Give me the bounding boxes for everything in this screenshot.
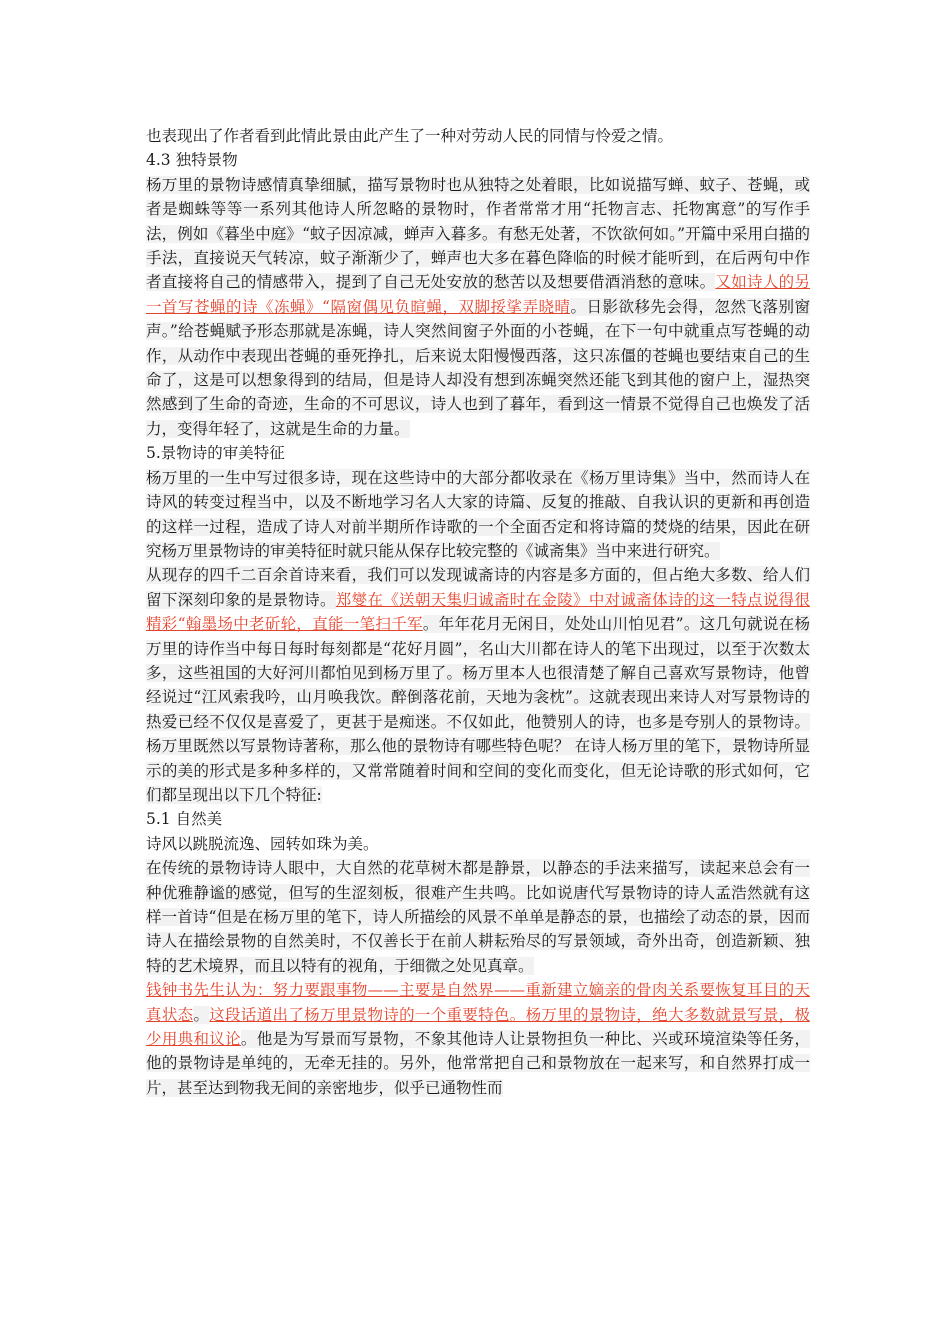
text-run: 。 [193, 1005, 210, 1024]
para-traditional [146, 856, 810, 978]
text-run: 诗风以跳脱流逸、园转如珠为美。 [146, 834, 379, 853]
highlighted-run: 郑燮在《送朝天集归诚斋时在金陵》中对诚斋体诗的这一特点说得很精彩“翰墨场中老斫轮，直能一笔扫千军 [146, 590, 810, 634]
text-run: 。日影欲移先会得，忽然飞落别窗声。”给苍蝇赋予形态那就是冻蝇，诗人突然间窗子外面的小苍蝇，在下一句中就重点写苍蝇的动作，从动作中表现出苍蝇的垂死挣扎，后来说太阳慢慢西落，这只冻僵的苍蝇也要结束自己的生命了，这是可以想象得到的结局，但是诗人却没有想到冻蝇突然还能飞到其他的窗户上，湿热突然感到了生命的奇迹，生命的不可思议，诗人也到了暮年，看到这一情景不觉得自己也焕发了活力，变得年轻了，这就是生命的力量。 [146, 297, 810, 438]
para-poem-collection [146, 466, 810, 564]
highlighted-run: 钱钟书先生认为：努力要跟事物——主要是自然界——重新建立嫡亲的骨肉关系要恢复耳目的天真状态 [146, 981, 810, 1024]
text-run: 杨万里的景物诗感情真挚细腻，描写景物时也从独特之处着眼，比如说描写蝉、蚊子、苍蝇，或者是蜘蛛等等一系列其他诗人所忽略的景物时，作者常常才用“托物言志、托物寓意”的写作手法，例如《暮坐中庭》“蚊子因凉减，蝉声入暮多。有愁无处著，不饮欲何如。”开篇中采用白描的手法，直接说天气转凉，蚊子渐渐少了，蝉声也大多在暮色降临的时候才能听到，在后两句中作者直接将自己的情感带入，提到了自己无处安放的愁苦以及想要借酒消愁的意味。 [146, 175, 810, 292]
text-run: 。他是为写景而写景物，不象其他诗人让景物担负一种比、兴或环境渲染等任务，他的景物诗是单纯的，无牵无挂的。另外，他常常把自己和景物放在一起来写，和自然界打成一片，甚至达到物我无间的亲密地步，似乎已通物性而 [146, 1030, 810, 1097]
para-style [146, 832, 810, 856]
heading-text: 5.1 自然美 [146, 810, 223, 829]
document-page [146, 124, 810, 1100]
heading-text: 5.景物诗的审美特征 [146, 444, 285, 463]
para-unique-scenery [146, 173, 810, 441]
text-run: 在传统的景物诗诗人眼中，大自然的花草树木都是静景，以静态的手法来描写，读起来总会有一种优雅静谧的感觉，但写的生涩刻板，很难产生共鸣。比如说唐代写景物诗的诗人孟浩然就有这样一首诗“但是在杨万里的笔下，诗人所描绘的风景不单单是静态的景，也描绘了动态的景，因而诗人在描绘景物的自然美时，不仅善长于在前人耕耘殆尽的写景领域，奇外出奇，创造新颖、独特的艺术境界，而且以特有的视角，于细微之处见真章。 [146, 859, 810, 975]
text-run: 从现存的四千二百余首诗来看，我们可以发现诚斋诗的内容是多方面的，但占绝大多数、给人们留下深刻印象的是景物诗。 [146, 566, 810, 609]
text-run: 杨万里的一生中写过很多诗，现在这些诗中的大部分都收录在《杨万里诗集》当中，然而诗人在诗风的转变过程当中，以及不断地学习名人大家的诗篇、反复的推敲、自我认识的更新和再创造的这样一过程，造成了诗人对前半期所作诗歌的一个全面否定和将诗篇的焚烧的结果，因此在研究杨万里景物诗的审美特征时就只能从保存比较完整的《诚斋集》当中来进行研究。 [146, 468, 810, 560]
highlighted-run: 又如诗人的另一首写苍蝇的诗《冻蝇》“隔窗偶见负暄蝇，双脚挼挲弄晓晴 [146, 273, 810, 316]
heading-5-1 [146, 807, 810, 831]
para-qian-zhongshu [146, 978, 810, 1100]
text-run: 。年年花月无闲日，处处山川怕见君”。这几句就说在杨万里的诗作当中每日每时每刻都是“花好月圆”，名山大川都在诗人的笔下出现过，以至于次数太多，这些祖国的大好河川都怕见到杨万里了。杨万里本人也很清楚了解自己喜欢写景物诗，他曾经说过“江风索我吟，山月唤我饮。醉倒落花前，天地为衾枕”。这就表现出来诗人对写景物诗的热爱已经不仅仅是喜爱了，更甚于是痴迷。不仅如此，他赞别人的诗，也多是夸别人的景物诗。杨万里既然以写景物诗著称，那么他的景物诗有哪些特色呢？ 在诗人杨万里的笔下，景物诗所显示的美的形式是多种多样的，又常常随着时间和空间的变化而变化，但无论诗歌的形式如何，它们都呈现出以下几个特征: [146, 615, 810, 804]
heading-text: 4.3 独特景物 [146, 151, 238, 170]
para-scenery-poems [146, 563, 810, 807]
text-run: 也表现出了作者看到此情此景由此产生了一种对劳动人民的同情与怜爱之情。 [146, 127, 674, 145]
highlighted-run: 这段话道出了杨万里景物诗的一个重要特色。杨万里的景物诗，绝大多数就景写景，极少用典和议论 [146, 1005, 810, 1049]
heading-4-3 [146, 148, 810, 172]
heading-5 [146, 441, 810, 465]
para-1 [146, 124, 810, 148]
